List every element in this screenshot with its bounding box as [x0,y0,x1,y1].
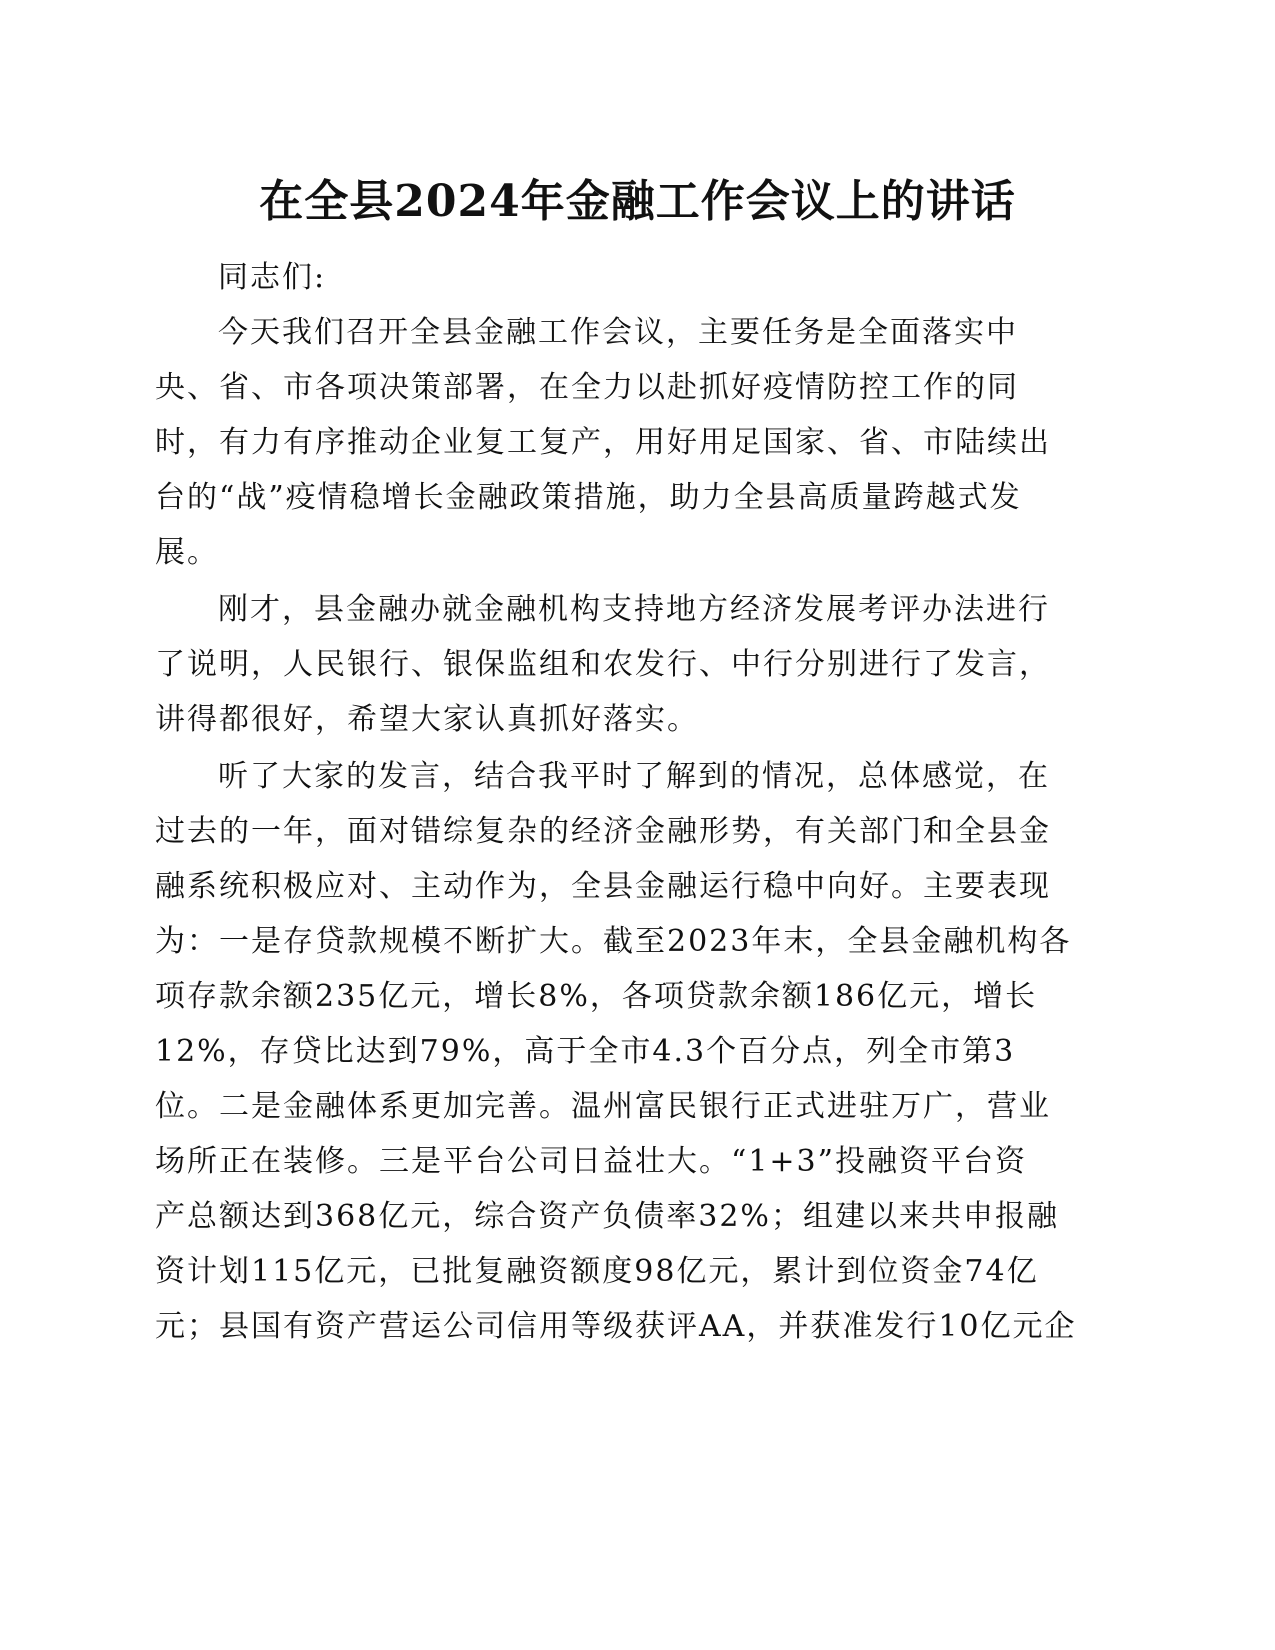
paragraph-2-line-3: 讲得都很好，希望大家认真抓好落实。 [155,702,699,737]
paragraph-2-line-2: 了说明，人民银行、银保监组和农发行、中行分别进行了发言， [155,647,1051,682]
paragraph-3-line-11: 元；县国有资产营运公司信用等级获评AA，并获准发行10亿元企 [155,1309,1077,1344]
paragraph-3-line-9: 产总额达到368亿元，综合资产负债率32%；组建以来共申报融 [155,1199,1059,1234]
paragraph-1-line-1: 今天我们召开全县金融工作会议，主要任务是全面落实中 [218,315,1018,350]
paragraph-3-line-8: 场所正在装修。三是平台公司日益壮大。“1+3”投融资平台资 [155,1144,1027,1179]
paragraph-3-line-3: 融系统积极应对、主动作为，全县金融运行稳中向好。主要表现 [155,869,1051,904]
paragraph-1-line-4: 台的“战”疫情稳增长金融政策措施，助力全县高质量跨越式发 [155,480,1022,515]
paragraph-3-line-10: 资计划115亿元，已批复融资额度98亿元，累计到位资金74亿 [155,1254,1039,1289]
paragraph-3-line-5: 项存款余额235亿元，增长8%，各项贷款余额186亿元，增长 [155,979,1038,1014]
paragraph-1-line-2: 央、省、市各项决策部署，在全力以赴抓好疫情防控工作的同 [155,370,1019,405]
paragraph-2-line-1: 刚才，县金融办就金融机构支持地方经济发展考评办法进行 [218,592,1050,627]
paragraph-1-line-3: 时，有力有序推动企业复工复产，用好用足国家、省、市陆续出 [155,425,1051,460]
paragraph-1-line-5: 展。 [155,535,219,570]
paragraph-3-line-2: 过去的一年，面对错综复杂的经济金融形势，有关部门和全县金 [155,814,1051,849]
paragraph-3-line-7: 位。二是金融体系更加完善。温州富民银行正式进驻万广，营业 [155,1089,1051,1124]
salutation: 同志们: [218,260,327,295]
paragraph-3-line-4: 为：一是存贷款规模不断扩大。截至2023年末，全县金融机构各 [155,924,1072,959]
paragraph-3-line-1: 听了大家的发言，结合我平时了解到的情况，总体感觉，在 [218,759,1050,794]
document-title: 在全县2024年金融工作会议上的讲话 [259,176,1016,227]
paragraph-3-line-6: 12%，存贷比达到79%，高于全市4.3个百分点，列全市第3 [155,1034,1016,1069]
